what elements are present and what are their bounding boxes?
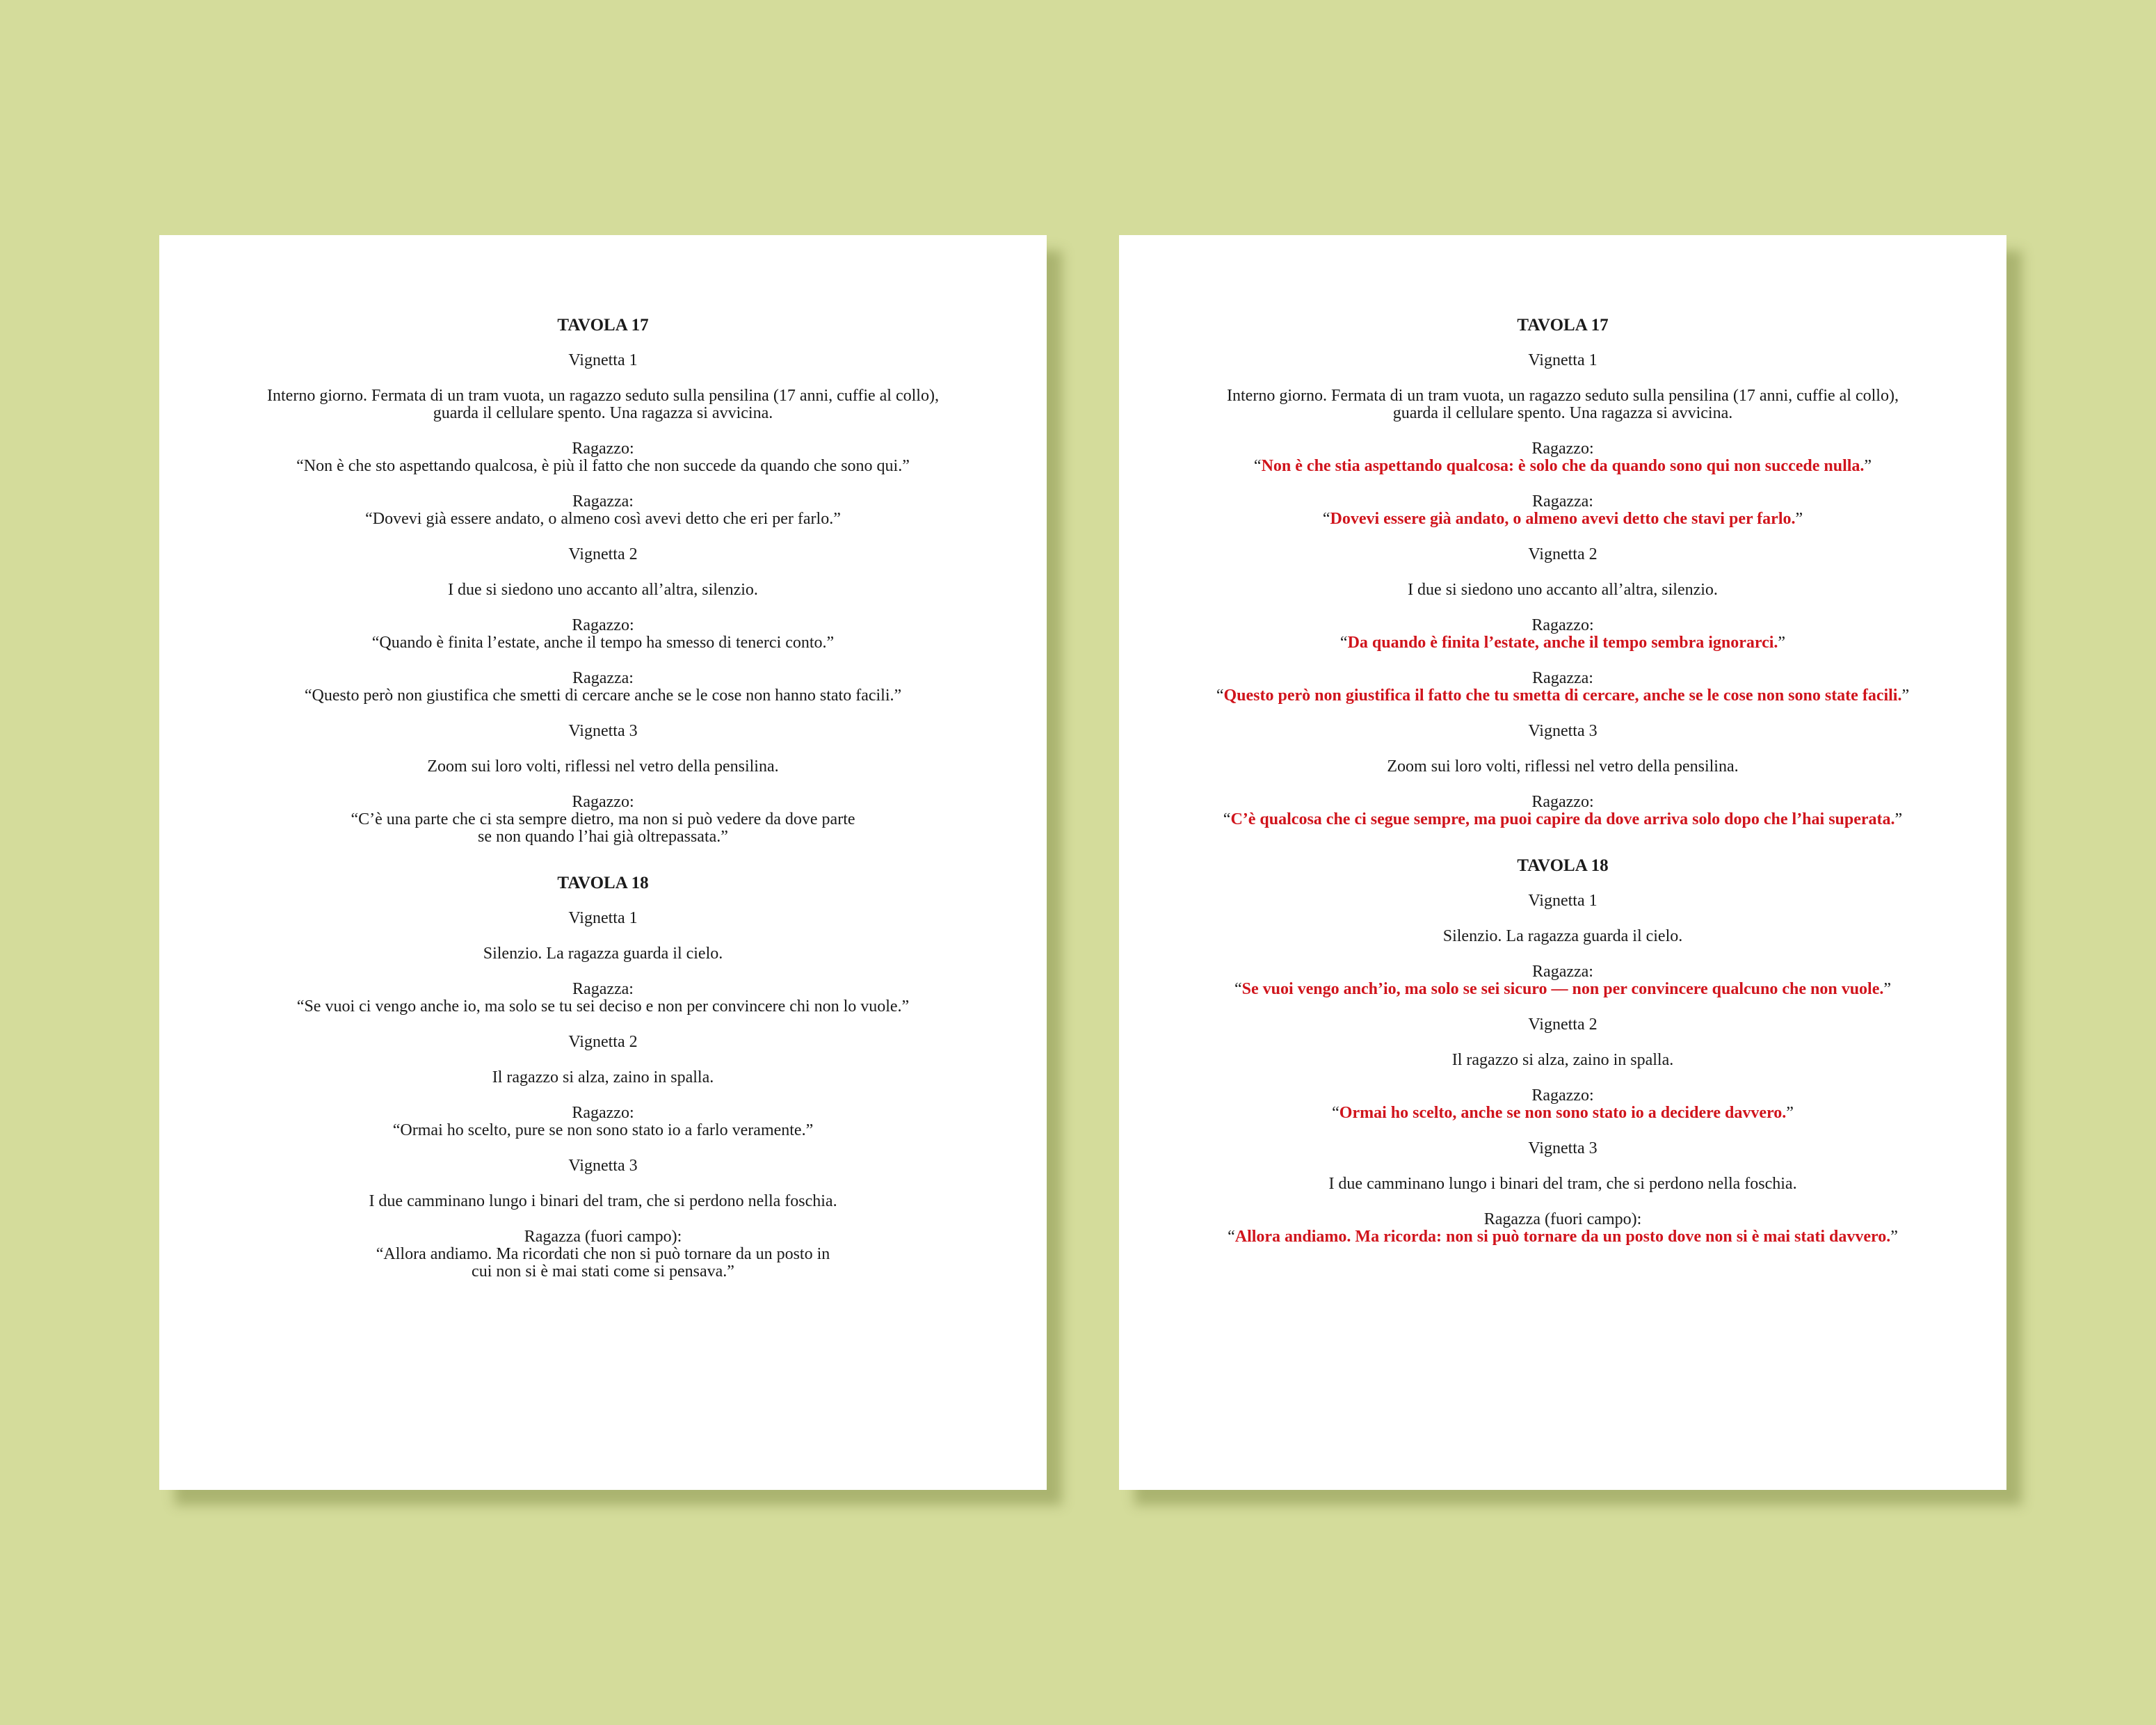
dialogue-block bbox=[159, 981, 1047, 1016]
quote-close-mark: ” bbox=[1894, 810, 1903, 828]
dialogue-line: “Dovevi già essere andato, o almeno così avevi detto che eri per farlo.” bbox=[365, 510, 841, 528]
script-page-revised bbox=[1119, 235, 2006, 1490]
vignetta-label: Vignetta 2 bbox=[1528, 545, 1598, 563]
speaker-label: Ragazzo: bbox=[572, 616, 634, 634]
panel-description bbox=[159, 581, 1047, 599]
quote-close-mark: ” bbox=[1786, 1104, 1794, 1122]
description-line: Il ragazzo si alza, zaino in spalla. bbox=[1451, 1051, 1674, 1069]
description-line: Zoom sui loro volti, riflessi nel vetro della pensilina. bbox=[1387, 757, 1739, 776]
description-line: Silenzio. La ragazza guarda il cielo. bbox=[1442, 927, 1683, 945]
dialogue-line: “Ormai ho scelto, pure se non sono stato io a farlo veramente.” bbox=[392, 1121, 814, 1139]
dialogue-block bbox=[1119, 794, 2006, 828]
speaker-label: Ragazza (fuori campo): bbox=[1483, 1210, 1642, 1228]
panel-description bbox=[1119, 928, 2006, 945]
vignetta-label: Vignetta 1 bbox=[568, 351, 638, 369]
speaker-label: Ragazza (fuori campo): bbox=[524, 1228, 682, 1246]
speaker-label: Ragazzo: bbox=[572, 440, 634, 458]
panel-description bbox=[1119, 581, 2006, 599]
panel-description bbox=[1119, 387, 2006, 422]
dialogue-line: cui non si è mai stati come si pensava.” bbox=[472, 1262, 734, 1281]
revised-dialogue-text: Questo però non giustifica il fatto che tu smetta di cercare, anche se le cose non sono state facili. bbox=[1223, 687, 1902, 705]
dialogue-line: “C’è una parte che ci sta sempre dietro, ma non si può vedere da dove parte bbox=[351, 810, 855, 828]
vignetta-label: Vignetta 3 bbox=[1528, 1139, 1598, 1157]
quote-open-mark: “ bbox=[1253, 457, 1262, 475]
dialogue-block bbox=[1119, 963, 2006, 998]
vignetta-label: Vignetta 3 bbox=[1528, 722, 1598, 740]
quote-close-mark: ” bbox=[1890, 1228, 1898, 1246]
speaker-label: Ragazzo: bbox=[1531, 1086, 1594, 1105]
speaker-label: Ragazzo: bbox=[572, 793, 634, 811]
vignetta-label: Vignetta 2 bbox=[568, 1033, 638, 1051]
revised-dialogue-text: Ormai ho scelto, anche se non sono stato io a decidere davvero. bbox=[1339, 1104, 1787, 1122]
description-line: I due camminano lungo i binari del tram, che si perdono nella foschia. bbox=[1328, 1175, 1797, 1193]
dialogue-line: se non quando l’hai già oltrepassata.” bbox=[478, 828, 728, 846]
dialogue-block bbox=[159, 670, 1047, 705]
dialogue-line: “Se vuoi ci vengo anche io, ma solo se tu sei deciso e non per convincere chi non lo vuole.” bbox=[296, 997, 910, 1016]
dialogue-line bbox=[1119, 634, 2006, 652]
description-line: Il ragazzo si alza, zaino in spalla. bbox=[492, 1068, 714, 1086]
dialogue-block bbox=[1119, 493, 2006, 528]
quote-close-mark: ” bbox=[1795, 510, 1803, 528]
panel-description bbox=[159, 387, 1047, 422]
tavola-heading: TAVOLA 17 bbox=[1517, 316, 1609, 335]
panel-description bbox=[1119, 758, 2006, 776]
speaker-label: Ragazza: bbox=[572, 669, 634, 687]
dialogue-line: “Questo però non giustifica che smetti di cercare anche se le cose non hanno stato facili.” bbox=[304, 687, 902, 705]
speaker-label: Ragazza: bbox=[572, 980, 634, 998]
dialogue-block bbox=[159, 440, 1047, 475]
dialogue-line: “Allora andiamo. Ma ricordati che non si può tornare da un posto in bbox=[376, 1245, 830, 1263]
tavola-heading: TAVOLA 17 bbox=[557, 316, 649, 335]
description-line: I due camminano lungo i binari del tram, che si perdono nella foschia. bbox=[369, 1192, 837, 1210]
speaker-label: Ragazzo: bbox=[1531, 616, 1594, 634]
quote-open-mark: “ bbox=[1216, 687, 1224, 705]
quote-close-mark: ” bbox=[1901, 687, 1910, 705]
dialogue-block bbox=[1119, 617, 2006, 652]
tavola-heading: TAVOLA 18 bbox=[1517, 856, 1609, 875]
speaker-label: Ragazza: bbox=[1532, 669, 1593, 687]
description-line: Interno giorno. Fermata di un tram vuota, un ragazzo seduto sulla pensilina (17 anni, cuffie al collo), bbox=[1227, 387, 1899, 405]
dialogue-line: “Quando è finita l’estate, anche il tempo ha smesso di tenerci conto.” bbox=[371, 634, 835, 652]
dialogue-block bbox=[1119, 1087, 2006, 1122]
vignetta-label: Vignetta 2 bbox=[568, 545, 638, 563]
vignetta-label: Vignetta 1 bbox=[1528, 351, 1598, 369]
dialogue-block bbox=[159, 493, 1047, 528]
dialogue-line bbox=[1119, 458, 2006, 475]
dialogue-block bbox=[1119, 1211, 2006, 1246]
revised-dialogue-text: C’è qualcosa che ci segue sempre, ma puoi capire da dove arriva solo dopo che l’hai superata. bbox=[1230, 810, 1895, 828]
panel-description bbox=[159, 758, 1047, 776]
vignetta-label: Vignetta 3 bbox=[568, 1157, 638, 1175]
quote-open-mark: “ bbox=[1322, 510, 1330, 528]
speaker-label: Ragazzo: bbox=[572, 1104, 634, 1122]
dialogue-block bbox=[159, 1105, 1047, 1139]
quote-open-mark: “ bbox=[1228, 1228, 1235, 1246]
description-line: guarda il cellulare spento. Una ragazza si avvicina. bbox=[433, 404, 773, 422]
quote-open-mark: “ bbox=[1234, 980, 1242, 998]
script-page-original bbox=[159, 235, 1047, 1490]
revised-dialogue-text: Non è che stia aspettando qualcosa: è solo che da quando sono qui non succede nulla. bbox=[1261, 457, 1865, 475]
description-line: Silenzio. La ragazza guarda il cielo. bbox=[483, 945, 723, 963]
description-line: Zoom sui loro volti, riflessi nel vetro della pensilina. bbox=[427, 757, 779, 776]
dialogue-line bbox=[1119, 1228, 2006, 1246]
speaker-label: Ragazzo: bbox=[1531, 793, 1594, 811]
dialogue-block bbox=[159, 1228, 1047, 1281]
revised-dialogue-text: Allora andiamo. Ma ricorda: non si può tornare da un posto dove non si è mai stati davvero. bbox=[1234, 1228, 1891, 1246]
revised-dialogue-text: Da quando è finita l’estate, anche il tempo sembra ignorarci. bbox=[1347, 634, 1778, 652]
dialogue-block bbox=[1119, 670, 2006, 705]
dialogue-line bbox=[1119, 1105, 2006, 1122]
dialogue-block bbox=[1119, 440, 2006, 475]
vignetta-label: Vignetta 2 bbox=[1528, 1016, 1598, 1034]
dialogue-block bbox=[159, 617, 1047, 652]
dialogue-line bbox=[1119, 687, 2006, 705]
quote-close-mark: ” bbox=[1864, 457, 1872, 475]
description-line: guarda il cellulare spento. Una ragazza si avvicina. bbox=[1392, 404, 1733, 422]
description-line: I due si siedono uno accanto all’altra, silenzio. bbox=[448, 581, 758, 599]
vignetta-label: Vignetta 1 bbox=[568, 909, 638, 927]
quote-open-mark: “ bbox=[1340, 634, 1348, 652]
vignetta-label: Vignetta 3 bbox=[568, 722, 638, 740]
speaker-label: Ragazza: bbox=[1532, 492, 1593, 511]
panel-description bbox=[1119, 1176, 2006, 1193]
quote-close-mark: ” bbox=[1883, 980, 1892, 998]
dialogue-line bbox=[1119, 511, 2006, 528]
speaker-label: Ragazza: bbox=[1532, 963, 1593, 981]
dialogue-line: “Non è che sto aspettando qualcosa, è più il fatto che non succede da quando che sono qui.” bbox=[296, 457, 910, 475]
panel-description bbox=[159, 1193, 1047, 1210]
speaker-label: Ragazza: bbox=[572, 492, 634, 511]
panel-description bbox=[1119, 1052, 2006, 1069]
quote-open-mark: “ bbox=[1223, 810, 1231, 828]
description-line: Interno giorno. Fermata di un tram vuota, un ragazzo seduto sulla pensilina (17 anni, cuffie al collo), bbox=[267, 387, 939, 405]
panel-description bbox=[159, 945, 1047, 963]
revised-dialogue-text: Se vuoi vengo anch’io, ma solo se sei sicuro — non per convincere qualcuno che non vuole. bbox=[1241, 980, 1884, 998]
dialogue-block bbox=[159, 794, 1047, 846]
vignetta-label: Vignetta 1 bbox=[1528, 892, 1598, 910]
revised-dialogue-text: Dovevi essere già andato, o almeno avevi detto che stavi per farlo. bbox=[1330, 510, 1796, 528]
quote-open-mark: “ bbox=[1332, 1104, 1340, 1122]
dialogue-line bbox=[1119, 981, 2006, 998]
panel-description bbox=[159, 1069, 1047, 1086]
tavola-heading: TAVOLA 18 bbox=[557, 874, 649, 892]
quote-close-mark: ” bbox=[1778, 634, 1786, 652]
speaker-label: Ragazzo: bbox=[1531, 440, 1594, 458]
description-line: I due si siedono uno accanto all’altra, silenzio. bbox=[1408, 581, 1718, 599]
dialogue-line bbox=[1119, 811, 2006, 828]
